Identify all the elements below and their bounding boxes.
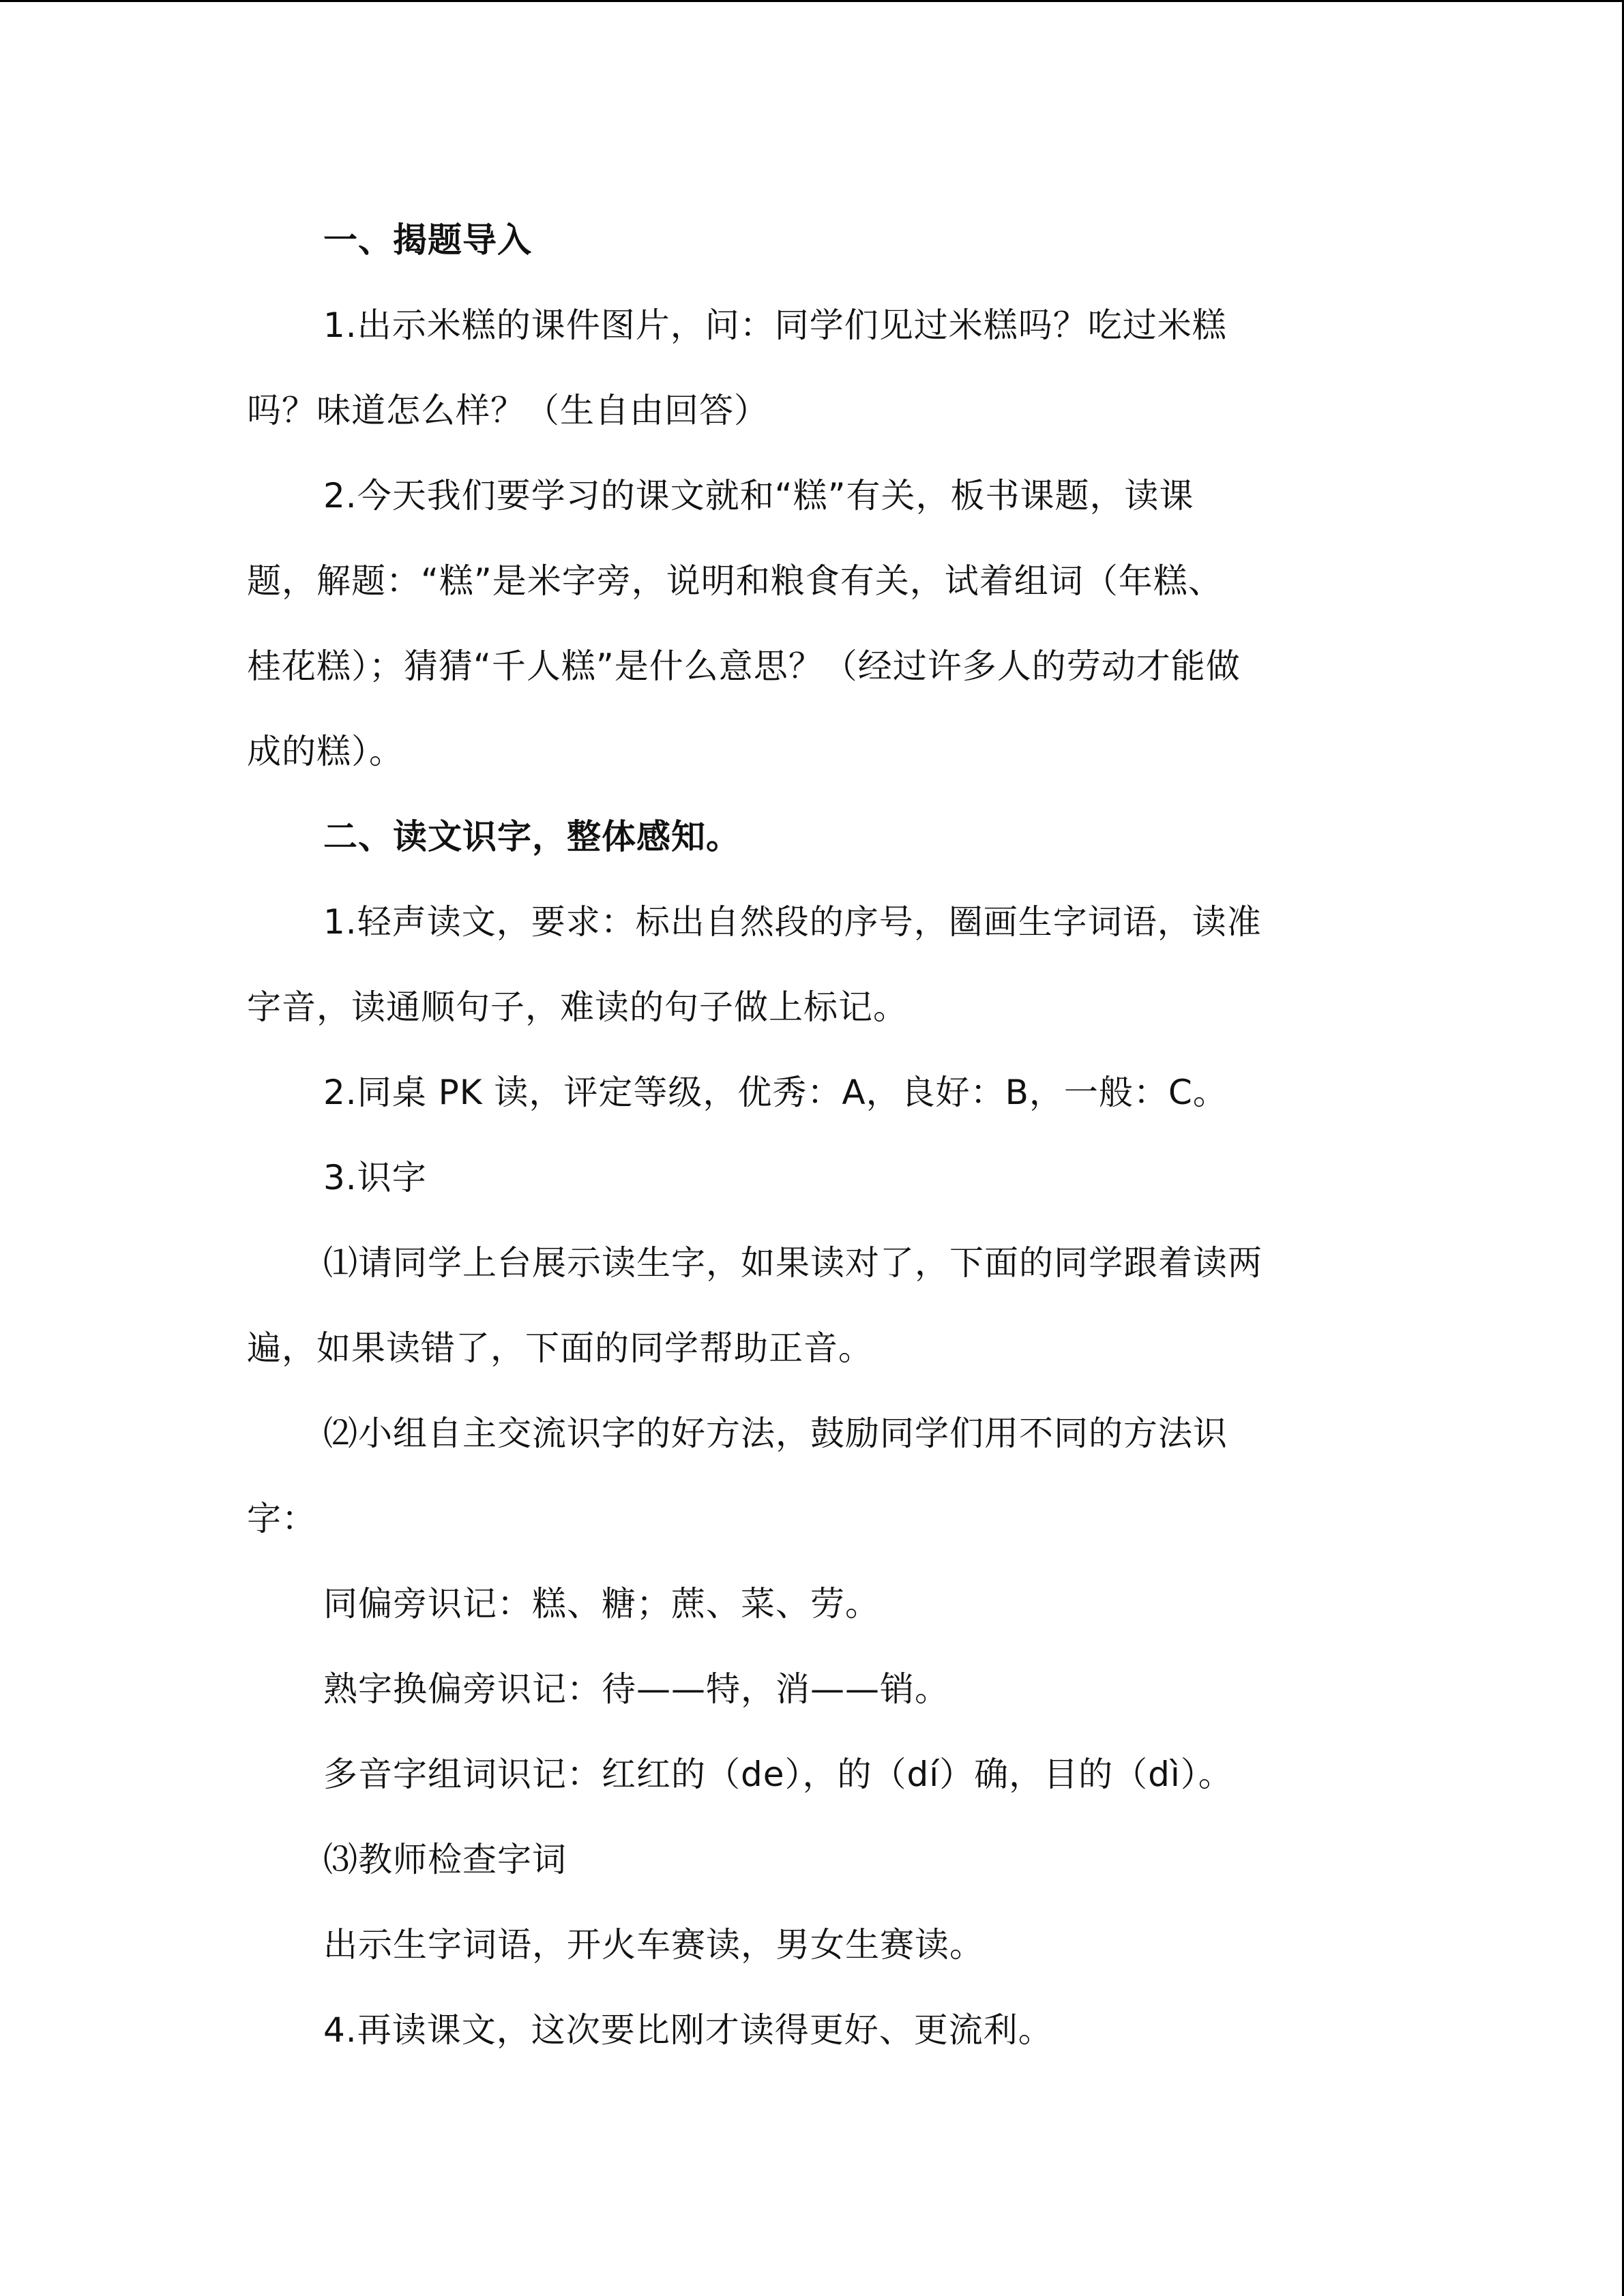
paragraph-line: 2.今天我们要学习的课文就和“糕”有关，板书课题，读课 bbox=[323, 476, 1194, 516]
paragraph-line: 字音，读通顺句子，难读的句子做上标记。 bbox=[247, 987, 908, 1027]
section-heading: 二、读文识字，整体感知。 bbox=[323, 817, 741, 856]
paragraph-line: 4.再读课文，这次要比刚才读得更好、更流利。 bbox=[323, 2010, 1053, 2050]
paragraph-line: 2.同桌 PK 读，评定等级，优秀：A，良好：B，一般：C。 bbox=[323, 1073, 1228, 1112]
paragraph-line: 出示生字词语，开火车赛读，男女生赛读。 bbox=[323, 1925, 984, 1965]
paragraph-line: 题，解题：“糕”是米字旁，说明和粮食有关，试着组词（年糕、 bbox=[247, 561, 1223, 601]
paragraph-line: 成的糕）。 bbox=[247, 732, 404, 771]
paragraph-line: 遍，如果读错了，下面的同学帮助正音。 bbox=[247, 1328, 873, 1368]
document-body bbox=[247, 198, 1379, 2073]
section-heading: 一、揭题导入 bbox=[323, 220, 532, 260]
paragraph-line: ⑶教师检查字词 bbox=[323, 1840, 567, 1879]
paragraph-line: 3.识字 bbox=[323, 1158, 427, 1197]
paragraph-line: ⑴请同学上台展示读生字，如果读对了，下面的同学跟着读两 bbox=[323, 1243, 1263, 1283]
paragraph-line: 桂花糕）；猜猜“千人糕”是什么意思？（经过许多人的劳动才能做 bbox=[247, 646, 1241, 686]
paragraph-line: 多音字组词识记：红红的（de），的（dí）确，目的（dì）。 bbox=[323, 1755, 1233, 1794]
paragraph-line: 字： bbox=[247, 1499, 316, 1538]
paragraph-line: ⑵小组自主交流识字的好方法，鼓励同学们用不同的方法识 bbox=[323, 1414, 1228, 1453]
paragraph-line: 1.轻声读文，要求：标出自然段的序号，圈画生字词语，读准 bbox=[323, 902, 1262, 942]
paragraph-line: 1.出示米糕的课件图片，问：同学们见过米糕吗？吃过米糕 bbox=[323, 305, 1227, 345]
paragraph-line: 吗？味道怎么样？（生自由回答） bbox=[247, 391, 769, 430]
paragraph-line: 同偏旁识记：糕、糖；蔗、菜、劳。 bbox=[323, 1584, 880, 1624]
paragraph-line: 熟字换偏旁识记：待——特，消——销。 bbox=[323, 1669, 949, 1709]
